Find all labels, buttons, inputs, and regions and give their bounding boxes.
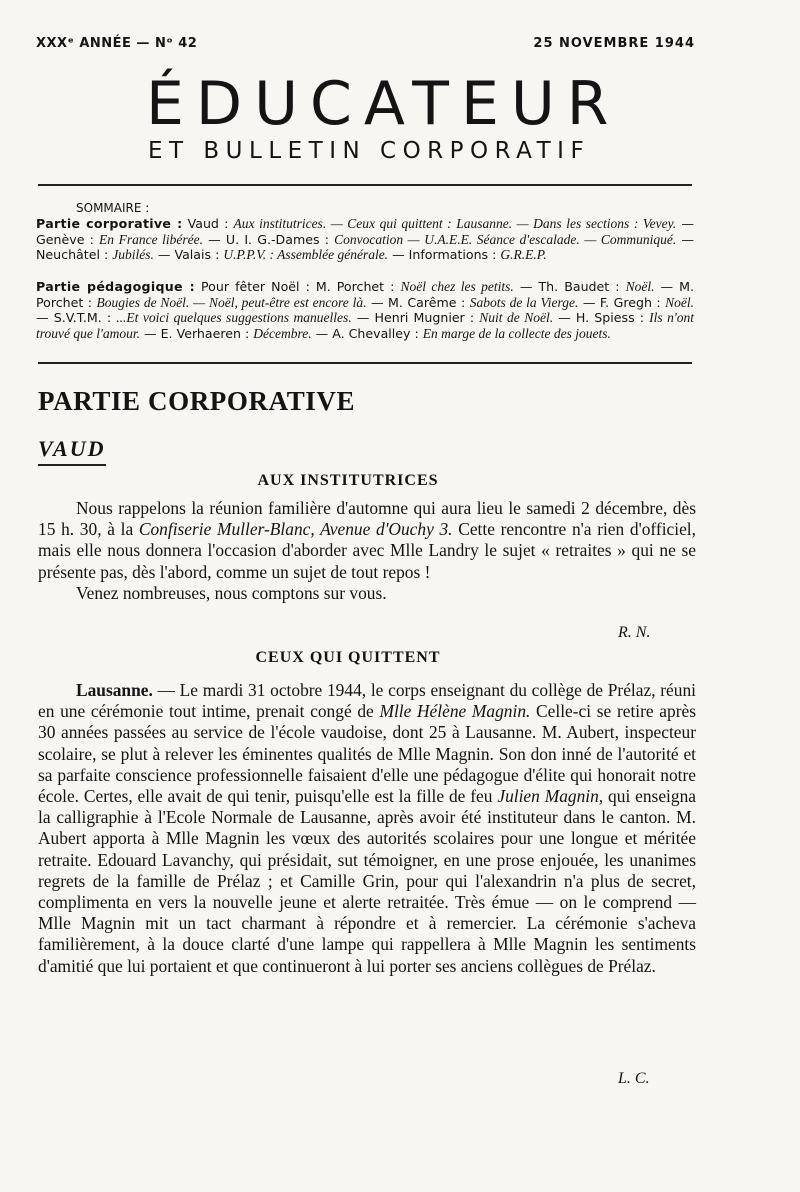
journal-subtitle: ET BULLETIN CORPORATIF bbox=[148, 138, 591, 164]
paragraph: Venez nombreuses, nous comptons sur vous. bbox=[76, 582, 387, 603]
issue-number: XXXᵉ ANNÉE — Nᵒ 42 bbox=[36, 36, 198, 51]
top-rule bbox=[38, 184, 692, 186]
article-title-ceux-qui-quittent: CEUX QUI QUITTENT bbox=[255, 649, 441, 666]
paragraph: Nous rappelons la réunion familière d'automne qui aura lieu le samedi 2 décembre, dès 15 h. 30, à la Confiserie Muller-Blanc, Avenue d'Ouchy 3. Cette rencontre n'a rien d'officiel, mais elle nous donnera l'occasion d'aborder avec Mlle Landry le sujet « retraites » qui ne se présente pas, dès l'abord, comme un sujet de tout repos ! bbox=[38, 498, 696, 582]
sommaire-bottom-rule bbox=[38, 362, 692, 364]
article-body-aux-institutrices bbox=[38, 498, 696, 604]
section-title: PARTIE CORPORATIVE bbox=[38, 386, 356, 416]
sommaire-label: SOMMAIRE : bbox=[76, 201, 150, 215]
issue-date: 25 NOVEMBRE 1944 bbox=[533, 36, 695, 51]
article-body-ceux-qui-quittent bbox=[38, 680, 696, 977]
sommaire-corporative-label: Partie corporative : bbox=[36, 216, 183, 231]
paragraph: Lausanne. — Le mardi 31 octobre 1944, le corps enseignant du collège de Prélaz, réuni en une cérémonie tout intime, prenait congé de Mlle Hélène Magnin. Celle-ci se retire après 30 années passées au service de l'école vaudoise, dont 25 à Lausanne. M. Aubert, inspecteur scolaire, se plut à relever les éminentes qualités de Mlle Magnin. Son don inné de l'autorité et sa parfaite conscience professionnelle faisaient d'elle une pédagogue d'élite qui honorait notre école. Certes, elle avait de qui tenir, puisqu'elle est la fille de feu Julien Magnin, qui enseigna la calligraphie à l'Ecole Normale de Lausanne, après avoir été instituteur dans le canton. M. Aubert apporta à Mlle Magnin les vœux des autorités scolaires pour une longue et méritée retraite. Edouard Lavanchy, qui présidait, sut témoigner, en une prose enjouée, les unanimes regrets de la famille de Prélaz ; et Camille Grin, pour qui l'alexandrin n'a plus de secret, complimenta en vers la nouvelle jeune et alerte retraitée. Très émue — on le comprend — Mlle Magnin mit un tact charmant à répondre et à remercier. La cérémonie s'acheva familièrement, à la douce clarté d'une lampe qui rappellera à Mlle Magnin les sentiments d'amitié que lui portaient et que continueront à lui porter ses anciens collègues de Prélaz. bbox=[38, 680, 696, 976]
journal-title: ÉDUCATEUR bbox=[146, 69, 621, 139]
sommaire-corporative: Partie corporative : Vaud : Aux institutrices. — Ceux qui quittent : Lausanne. — Dans les sections : Vevey. — Genève : En France libérée. — U. I. G.-Dames : Convocation — U.A.E.E. Séance d'escalade. — Communiqué. — Neuchâtel : Jubilés. — Valais : U.P.P.V. : Assemblée générale. — Informations : G.R.E.P. bbox=[36, 216, 695, 262]
subsection-title: VAUD bbox=[38, 436, 106, 466]
signature-lc: L. C. bbox=[618, 1070, 650, 1087]
sommaire-pedagogique-label: Partie pédagogique : bbox=[36, 279, 195, 294]
article-title-aux-institutrices: AUX INSTITUTRICES bbox=[257, 472, 439, 489]
signature-rn: R. N. bbox=[618, 624, 651, 641]
sommaire-pedagogique: Partie pédagogique : Pour fêter Noël : M. Porchet : Noël chez les petits. — Th. Baudet : Noël. — M. Porchet : Bougies de Noël. — Noël, peut-être est encore là. — M. Carême : Sabots de la Vierge. — F. Gregh : Noël. — S.V.T.M. : ...Et voici quelques suggestions manuelles. — Henri Mugnier : Nuit de Noël. — H. Spiess : Ils n'ont trouvé que l'amour. — E. Verhaeren : Décembre. — A. Chevalley : En marge de la collecte des jouets. bbox=[36, 279, 695, 341]
